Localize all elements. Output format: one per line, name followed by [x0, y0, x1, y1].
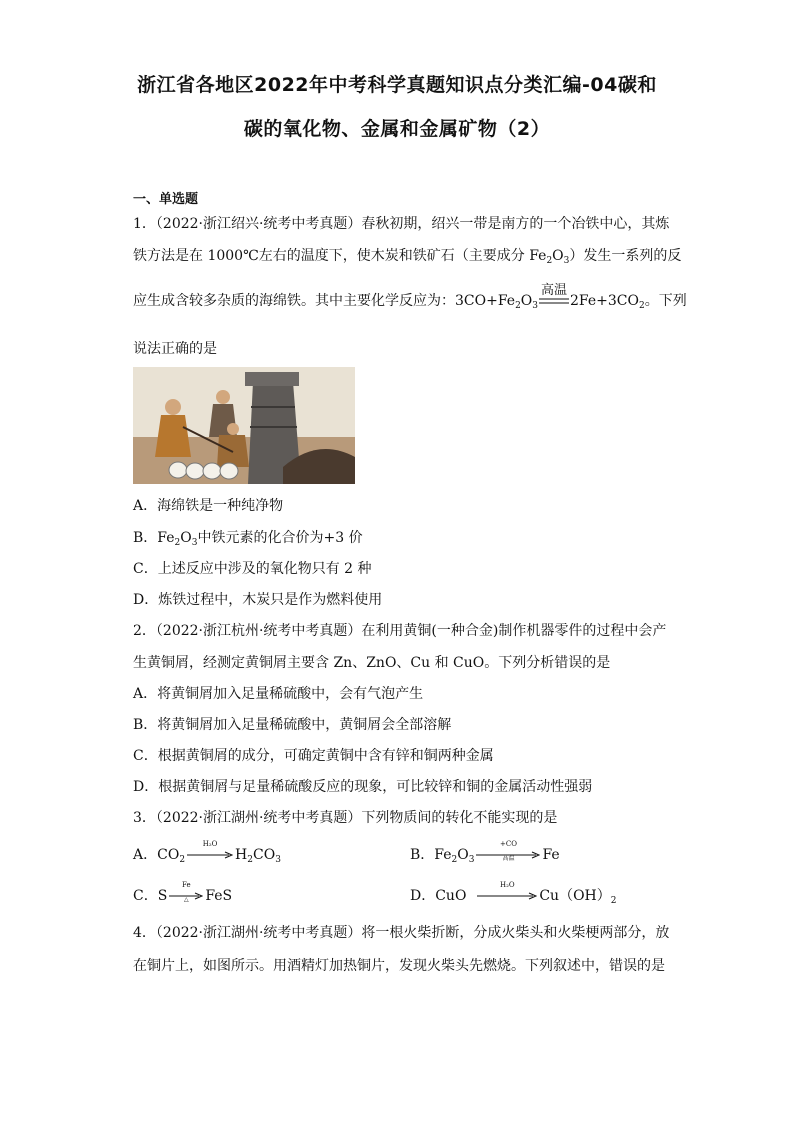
- doc-title-line1: 浙江省各地区2022年中考科学真题知识点分类汇编-04碳和: [137, 74, 657, 96]
- q3-option-a-text-a: A．CO: [133, 847, 180, 863]
- q1-line2-text-a: 铁方法是在 1000℃左右的温度下，使木炭和铁矿石（主要成分 Fe: [133, 248, 547, 264]
- q2-option-a: A．将黄铜屑加入足量稀硫酸中，会有气泡产生: [133, 686, 424, 702]
- q1-line3-text-b: 2Fe+3CO: [570, 293, 639, 309]
- q1-line4: 说法正确的是: [133, 341, 217, 357]
- sub-3: 3: [532, 301, 539, 311]
- doc-title-line2: 碳的氧化物、金属和金属矿物（2）: [243, 118, 551, 140]
- condition-label: 高温: [541, 283, 568, 298]
- q3-option-a: [133, 840, 281, 865]
- arrow-label-top: Fe: [182, 881, 191, 889]
- q1-line2: 铁方法是在 1000℃左右的温度下，使木炭和铁矿石（主要成分 $Fe_2O_3$）发生一系列的反: [133, 248, 682, 266]
- arrow-label-top: +CO: [500, 840, 517, 848]
- reaction-arrow: [477, 881, 537, 900]
- sub-2: 2: [515, 301, 521, 311]
- sub-3: 3: [563, 256, 570, 266]
- q1-option-b-text-a: B．Fe: [133, 530, 175, 546]
- arrow-label-bottom: 高温: [502, 855, 515, 862]
- q2-option-d: D．根据黄铜屑与足量稀硫酸反应的现象，可比较锌和铜的金属活动性强弱: [133, 779, 593, 795]
- sub-3: 3: [275, 855, 281, 865]
- right-arrow-icon: [187, 851, 233, 859]
- right-arrow-icon: [477, 892, 537, 900]
- q1-option-a: A．海绵铁是一种纯净物: [133, 498, 284, 514]
- arrow-label-bottom: △: [184, 896, 189, 903]
- q3-option-c-text-b: FeS: [205, 888, 233, 904]
- reaction-arrow: [476, 840, 540, 862]
- arrow-label: H₂O: [202, 840, 218, 848]
- q3-option-b-text-a: B．Fe: [410, 847, 452, 863]
- q1-line1: 1．（2022·浙江绍兴·统考中考真题）春秋初期，绍兴一带是南方的一个冶铁中心，其炼: [133, 216, 670, 232]
- q3-option-c: [133, 881, 233, 905]
- q2-option-c: C．根据黄铜屑的成分，可确定黄铜中含有锌和铜两种金属: [133, 748, 494, 764]
- q1-line3-text-c: 。下列: [644, 293, 687, 309]
- q1-line2-text-b: ）发生一系列的反: [569, 248, 682, 264]
- reaction-arrow: [169, 881, 203, 903]
- ironmaking-illustration-image: [133, 367, 355, 484]
- sub-3: 3: [191, 538, 198, 548]
- q1-line3-text-a: 应生成含较多杂质的海绵铁。其中主要化学反应为：3CO+Fe: [133, 293, 516, 309]
- reaction-condition: [539, 283, 569, 305]
- section-heading: 一、单选题: [133, 192, 199, 207]
- q1-option-c: C．上述反应中涉及的氧化物只有 2 种: [133, 561, 372, 577]
- q1-option-b: B．$Fe_2O_3$中铁元素的化合价为+3 价: [133, 530, 363, 548]
- reaction-arrow: [187, 840, 233, 859]
- arrow-label: H₂O: [500, 881, 515, 889]
- q3-option-b: B．$Fe_2O_3$ +CO 高温 Fe: [410, 840, 560, 865]
- sub-2: 2: [247, 855, 253, 865]
- q4-line2: 在铜片上，如图所示。用酒精灯加热铜片，发现火柴头先燃烧。下列叙述中，错误的是: [133, 958, 665, 974]
- q3-option-d-text-b: Cu（OH）: [539, 888, 611, 904]
- equals-sign-icon: [539, 297, 569, 305]
- sub-2: 2: [638, 301, 645, 311]
- q2-line1: 2．（2022·浙江杭州·统考中考真题）在利用黄铜(一种合金)制作机器零件的过程中会产: [133, 623, 667, 639]
- q3-option-a-text-c: CO: [253, 847, 276, 863]
- sub-2: 2: [546, 256, 553, 266]
- q3-option-c-text-a: C．S: [133, 888, 168, 904]
- q3-option-d-text-a: D．CuO: [410, 888, 467, 904]
- q1-option-d: D．炼铁过程中，木炭只是作为燃料使用: [133, 592, 383, 608]
- sub-2: 2: [451, 855, 458, 865]
- q3-option-b-text-b: Fe: [542, 847, 560, 863]
- q2-option-b: B．将黄铜屑加入足量稀硫酸中，黄铜屑会全部溶解: [133, 717, 452, 733]
- ironmaking-illustration: [133, 367, 355, 484]
- q3-option-a-text-b: H: [235, 847, 248, 863]
- sub-2: 2: [179, 855, 186, 865]
- sub-2: 2: [610, 896, 617, 906]
- q3-line1: 3．（2022·浙江湖州·统考中考真题）下列物质间的转化不能实现的是: [133, 810, 558, 826]
- q3-option-d: [410, 881, 617, 906]
- q4-line1: 4．（2022·浙江湖州·统考中考真题）将一根火柴折断，分成火柴头和火柴梗两部分，放: [133, 925, 670, 941]
- sub-3: 3: [468, 855, 475, 865]
- q1-option-b-text-b: 中铁元素的化合价为+3 价: [197, 530, 363, 546]
- sub-2: 2: [174, 538, 181, 548]
- q2-line2: 生黄铜屑，经测定黄铜屑主要含 Zn、ZnO、Cu 和 CuO。下列分析错误的是: [133, 655, 611, 671]
- q1-line3-equation: 应生成含较多杂质的海绵铁。其中主要化学反应为：$3CO+Fe_2O_3$ 高温 $2Fe+3CO_2$。下列: [133, 290, 687, 311]
